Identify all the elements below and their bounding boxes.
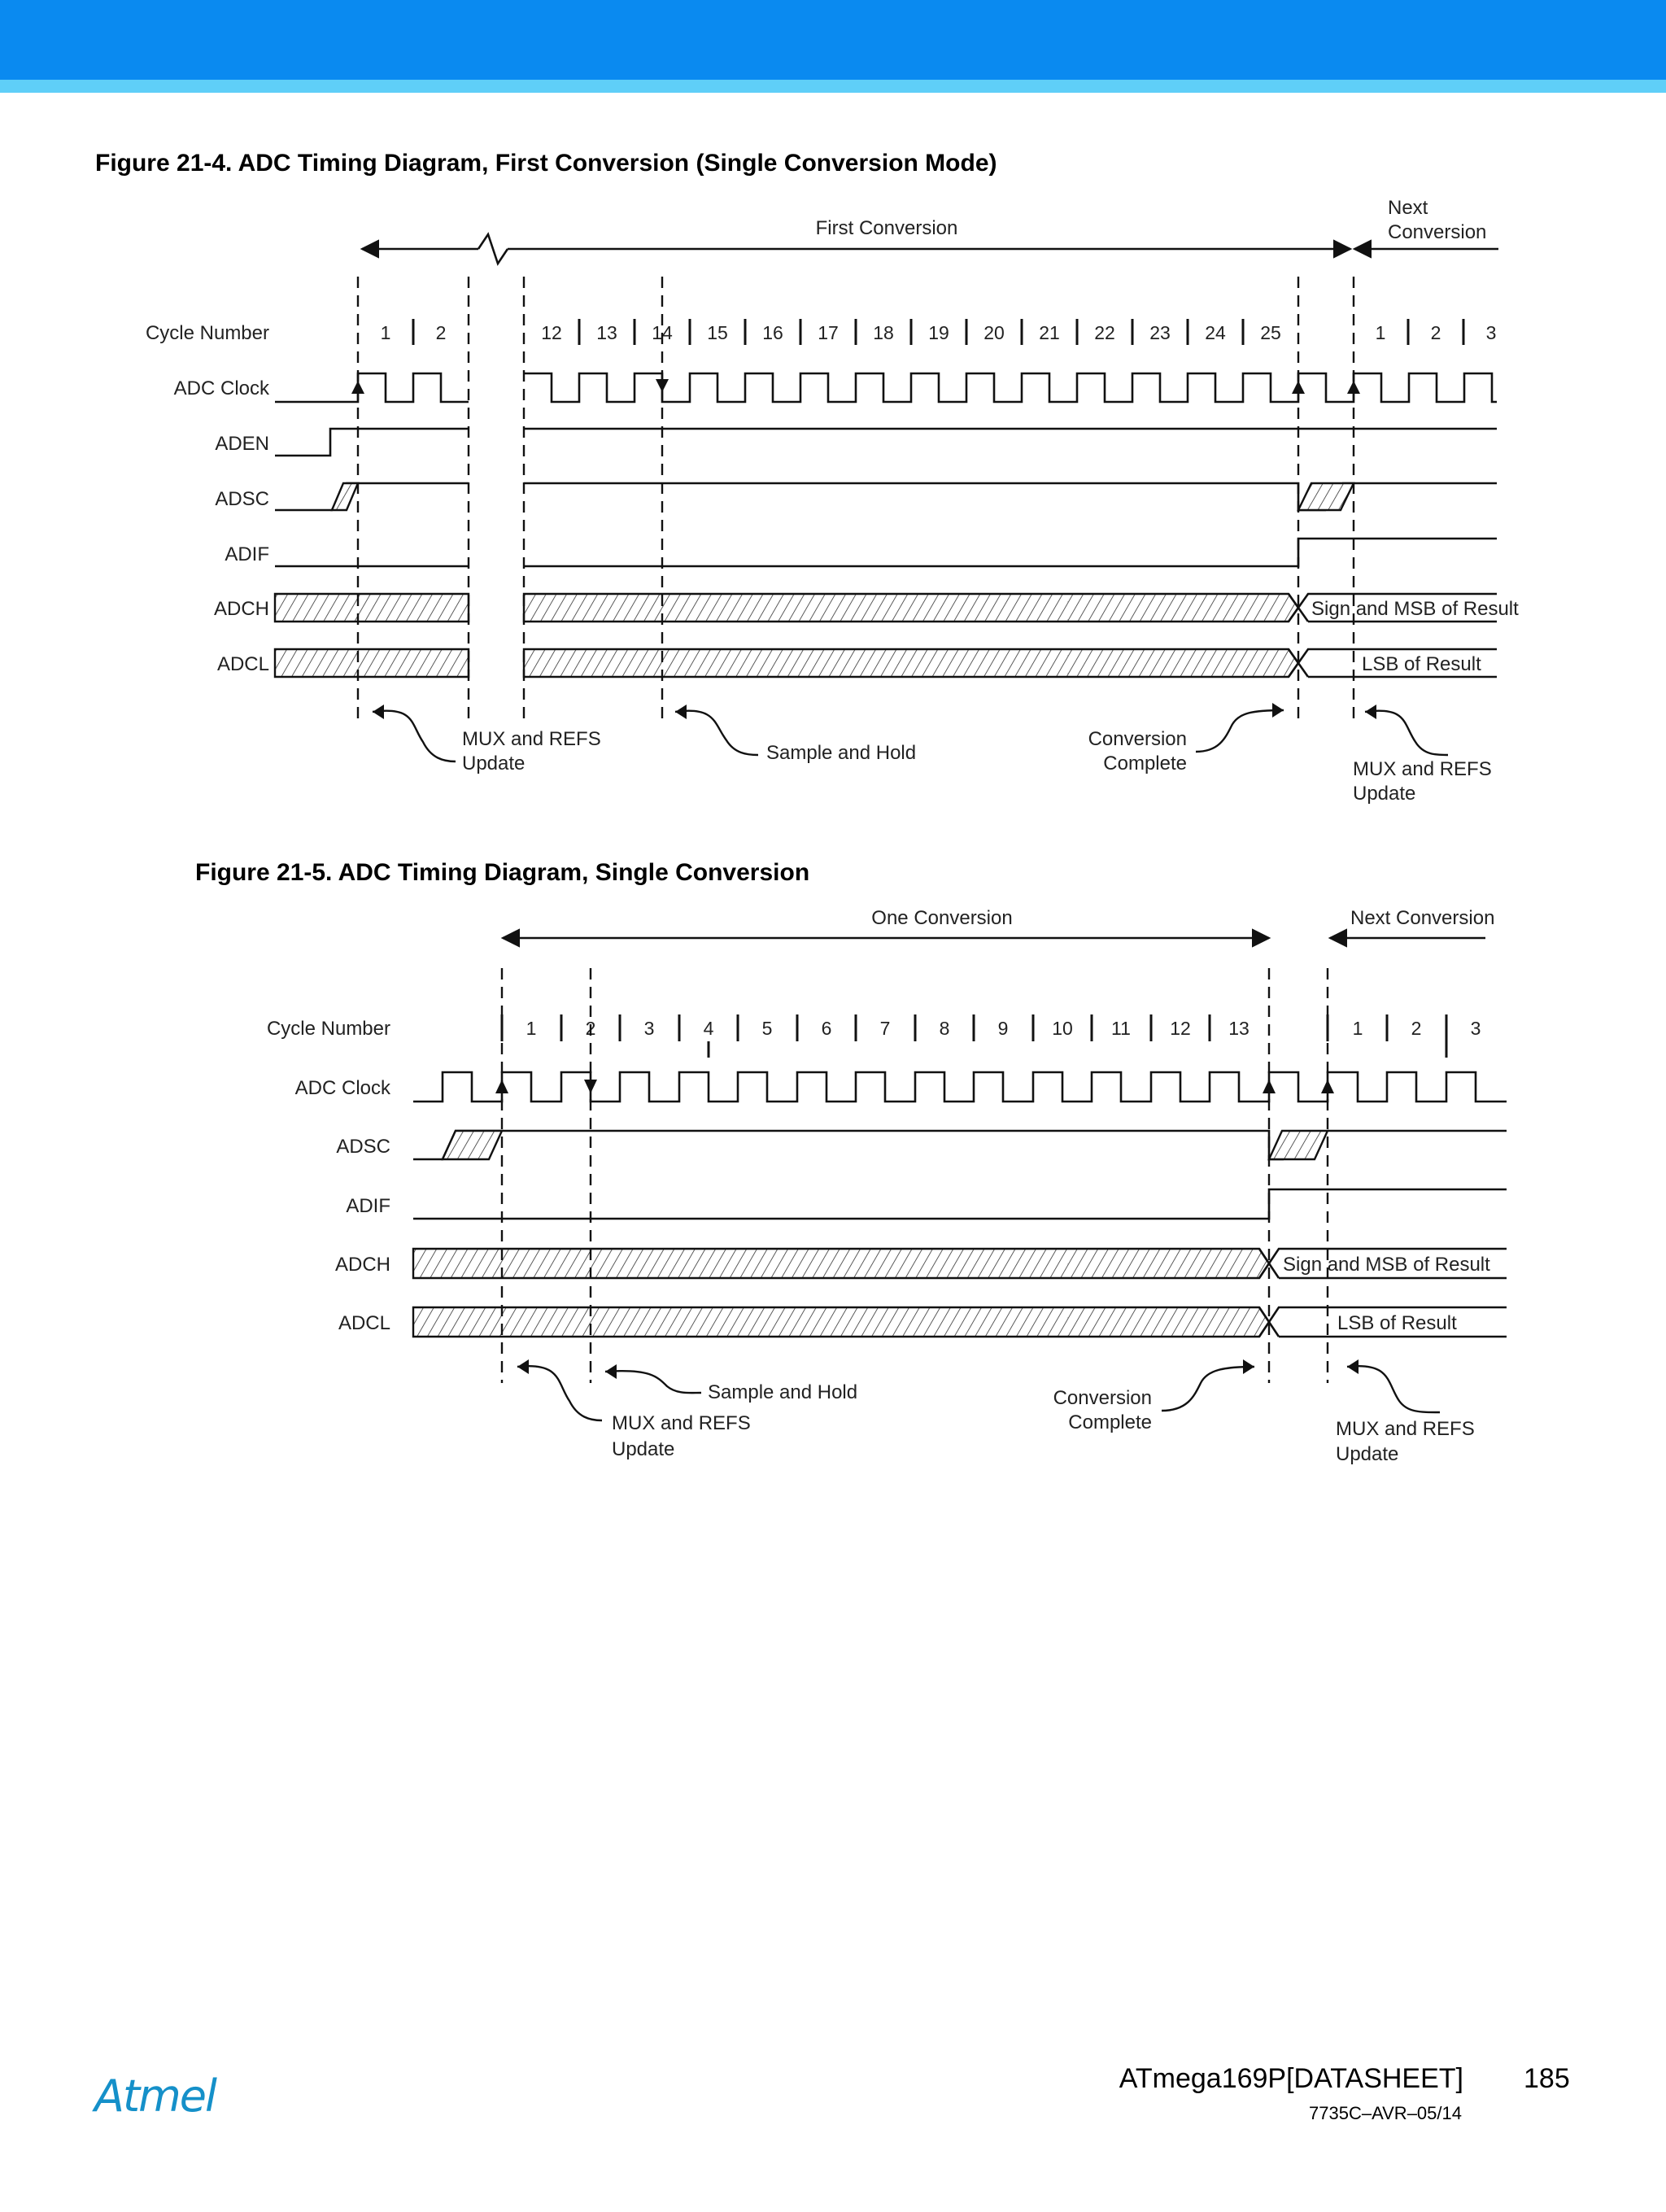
row-label-adcl: ADCL xyxy=(216,653,269,675)
annotation-text: Sample and Hold xyxy=(708,1381,858,1403)
row-label-adch: ADCH xyxy=(213,598,269,620)
annotation-text: Sample and Hold xyxy=(766,742,917,764)
cycle-number: 3 xyxy=(1485,322,1497,343)
atmel-logo: Atmel xyxy=(94,2070,216,2122)
cycle-number: 18 xyxy=(873,322,894,343)
annotation-text: MUX and REFS xyxy=(1353,758,1492,780)
first-conversion-label: First Conversion xyxy=(815,217,958,239)
annotation-text: Update xyxy=(612,1438,675,1460)
row-label-cycle-number: Cycle Number xyxy=(145,322,269,344)
cycle-number: 17 xyxy=(818,322,839,343)
figure-21-4-caption: Figure 21-4. ADC Timing Diagram, First Conversion (Single Conversion Mode) xyxy=(95,150,997,177)
cycle-number: 23 xyxy=(1149,322,1171,343)
annotation-mux-refs-update-1 xyxy=(517,1359,751,1460)
cycle-number: 1 xyxy=(1352,1018,1363,1039)
next-conversion-label-line2: Conversion xyxy=(1388,221,1487,243)
cycle-number: 2 xyxy=(585,1018,596,1039)
one-conversion-label: One Conversion xyxy=(871,907,1013,929)
footer-document-id: 7735C–AVR–05/14 xyxy=(1309,2103,1462,2123)
cycle-number-row xyxy=(502,1014,1481,1041)
cycle-number: 25 xyxy=(1260,322,1281,343)
cycle-number: 16 xyxy=(762,322,783,343)
cycle-number: 3 xyxy=(1470,1018,1481,1039)
cycle-number: 6 xyxy=(821,1018,832,1039)
cycle-number: 9 xyxy=(997,1018,1009,1039)
adc-clock-waveform xyxy=(413,1072,1507,1102)
row-label-cycle-number: Cycle Number xyxy=(266,1018,390,1040)
cycle-number: 1 xyxy=(526,1018,537,1039)
footer-page-number: 185 xyxy=(1524,2063,1570,2094)
cycle-number: 13 xyxy=(596,322,617,343)
annotation-text: Update xyxy=(462,753,526,774)
row-label-adc-clock: ADC Clock xyxy=(173,377,269,399)
annotation-text: MUX and REFS xyxy=(462,728,601,750)
next-conversion-label-line1: Next xyxy=(1388,197,1428,219)
annotation-text: MUX and REFS xyxy=(612,1412,751,1434)
annotation-text: Conversion xyxy=(1088,728,1187,750)
cycle-number: 22 xyxy=(1094,322,1115,343)
row-label-adif: ADIF xyxy=(225,543,269,565)
row-label-aden: ADEN xyxy=(215,433,269,455)
annotation-mux-refs-update-2 xyxy=(1336,1359,1475,1465)
adif-waveform xyxy=(413,1189,1507,1219)
row-labels xyxy=(267,1018,391,1334)
adcl-result-label: LSB of Result xyxy=(1362,653,1481,675)
row-label-adcl: ADCL xyxy=(338,1312,390,1334)
cycle-number: 20 xyxy=(983,322,1005,343)
cycle-number: 13 xyxy=(1228,1018,1250,1039)
adch-result-label: Sign and MSB of Result xyxy=(1311,598,1519,620)
annotation-conversion-complete xyxy=(1053,1359,1254,1433)
cycle-number: 12 xyxy=(1170,1018,1191,1039)
cycle-number: 8 xyxy=(939,1018,950,1039)
row-label-adch: ADCH xyxy=(334,1254,390,1276)
cycle-number: 3 xyxy=(643,1018,655,1039)
annotation-text: MUX and REFS xyxy=(1336,1418,1475,1440)
cycle-number: 10 xyxy=(1052,1018,1073,1039)
adch-result-label: Sign and MSB of Result xyxy=(1283,1254,1490,1276)
adcl-bus-unknown xyxy=(413,1307,1269,1337)
annotation-text: Conversion xyxy=(1053,1387,1152,1409)
cycle-number: 5 xyxy=(761,1018,773,1039)
adsc-transition-hatch xyxy=(443,1131,502,1159)
cycle-number: 2 xyxy=(1430,322,1441,343)
footer-document-title: ATmega169P[DATASHEET] xyxy=(1119,2063,1463,2094)
adsc-clear-hatch xyxy=(1269,1131,1328,1159)
cycle-number: 7 xyxy=(879,1018,891,1039)
cycle-number: 24 xyxy=(1205,322,1226,343)
cycle-number: 12 xyxy=(541,322,562,343)
annotation-text: Complete xyxy=(1103,753,1187,774)
annotation-sample-and-hold xyxy=(605,1364,857,1403)
annotation-text: Update xyxy=(1336,1443,1399,1465)
annotation-text: Update xyxy=(1353,783,1416,805)
cycle-number: 2 xyxy=(435,322,447,343)
cycle-number: 15 xyxy=(707,322,728,343)
cycle-number: 1 xyxy=(380,322,391,343)
row-label-adc-clock: ADC Clock xyxy=(294,1077,390,1099)
cycle-number: 11 xyxy=(1111,1018,1131,1039)
cycle-number: 1 xyxy=(1375,322,1386,343)
next-conversion-span xyxy=(1330,907,1494,938)
cycle-number: 4 xyxy=(703,1018,714,1039)
row-label-adsc: ADSC xyxy=(215,488,269,510)
adcl-result-label: LSB of Result xyxy=(1337,1312,1457,1334)
annotation-text: Complete xyxy=(1068,1411,1152,1433)
one-conversion-span xyxy=(503,907,1269,938)
adsc-waveform xyxy=(413,1131,1507,1159)
row-label-adif: ADIF xyxy=(346,1195,390,1217)
cycle-number: 19 xyxy=(928,322,949,343)
cycle-number: 21 xyxy=(1039,322,1060,343)
cycle-number: 2 xyxy=(1411,1018,1422,1039)
figure-21-5-caption: Figure 21-5. ADC Timing Diagram, Single Conversion xyxy=(195,859,810,886)
next-conversion-label: Next Conversion xyxy=(1350,907,1495,929)
row-label-adsc: ADSC xyxy=(336,1136,390,1158)
cycle-number: 14 xyxy=(652,322,673,343)
adch-bus-unknown xyxy=(413,1249,1269,1278)
